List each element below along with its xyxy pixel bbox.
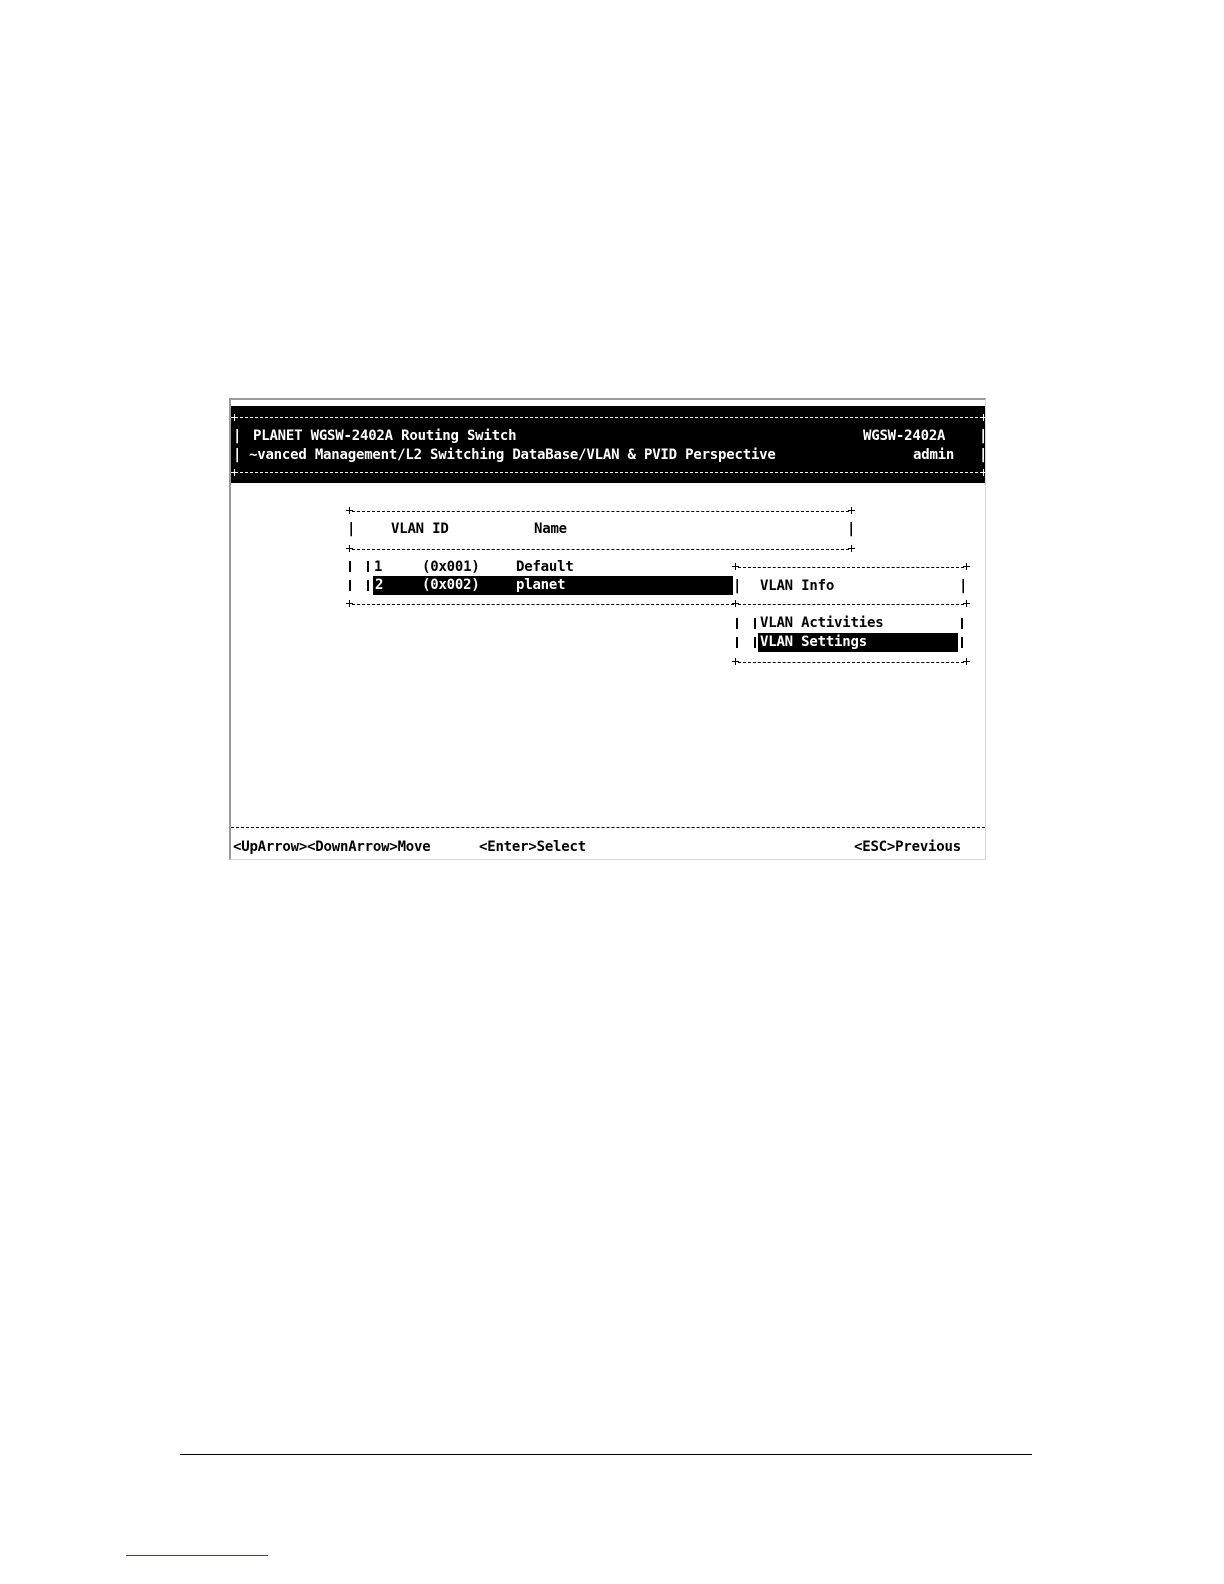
page-link-underline bbox=[126, 1555, 268, 1556]
terminal-window bbox=[229, 398, 986, 860]
popup-title: VLAN Info bbox=[760, 578, 835, 594]
device-model: WGSW-2402A bbox=[863, 428, 946, 444]
selected-row-highlight bbox=[373, 576, 733, 595]
header-right-border: | bbox=[979, 447, 988, 463]
menu-item-label: VLAN Activities bbox=[760, 615, 884, 631]
header-bottom-rule bbox=[235, 472, 983, 473]
menu-item-label: VLAN Settings bbox=[760, 634, 867, 650]
popup-top-rule bbox=[738, 567, 964, 568]
popup-title-rule bbox=[738, 604, 964, 605]
menu-border bbox=[961, 637, 963, 648]
table-left-border: | bbox=[347, 521, 356, 537]
vlan-id-cell: 2 bbox=[375, 577, 384, 593]
corner-mark bbox=[963, 658, 970, 665]
vlan-hex-cell: (0x002) bbox=[422, 577, 480, 593]
row-border bbox=[349, 561, 351, 572]
hint-move: <UpArrow><DownArrow>Move bbox=[233, 839, 431, 855]
header-left-border: | bbox=[233, 447, 242, 463]
row-cursor-border bbox=[367, 580, 369, 591]
vlan-hex-cell: (0x001) bbox=[422, 559, 480, 575]
menu-cursor-border bbox=[754, 637, 756, 648]
page-footer-rule bbox=[180, 1454, 1032, 1455]
row-cursor-border bbox=[367, 561, 369, 572]
corner-mark bbox=[963, 563, 970, 570]
popup-left-border: | bbox=[733, 578, 742, 594]
menu-border bbox=[961, 618, 963, 629]
row-border bbox=[349, 580, 351, 591]
popup-right-border: | bbox=[959, 578, 968, 594]
hint-select: <Enter>Select bbox=[479, 839, 586, 855]
menu-border bbox=[736, 637, 738, 648]
breadcrumb: ~vanced Management/L2 Switching DataBase/VLAN & PVID Perspective bbox=[249, 447, 776, 463]
column-header-name: Name bbox=[534, 521, 567, 537]
corner-mark bbox=[848, 545, 855, 552]
menu-border bbox=[736, 618, 738, 629]
vlan-name-cell: planet bbox=[516, 577, 566, 593]
vlan-id-cell: 1 bbox=[374, 559, 383, 575]
corner-mark bbox=[231, 469, 238, 476]
menu-cursor-border bbox=[754, 618, 756, 629]
hint-previous: <ESC>Previous bbox=[854, 839, 961, 855]
corner-mark bbox=[980, 414, 987, 421]
terminal-header bbox=[231, 406, 988, 483]
popup-bottom-rule bbox=[738, 662, 964, 663]
header-right-border: | bbox=[979, 428, 988, 444]
app-title: PLANET WGSW-2402A Routing Switch bbox=[253, 428, 517, 444]
footer-rule bbox=[231, 827, 985, 828]
header-left-border: | bbox=[233, 428, 242, 444]
column-header-vlan-id: VLAN ID bbox=[391, 521, 449, 537]
corner-mark bbox=[980, 469, 987, 476]
table-header-rule bbox=[352, 549, 849, 550]
table-bottom-rule bbox=[352, 604, 734, 605]
corner-mark bbox=[848, 507, 855, 514]
table-right-border: | bbox=[847, 521, 856, 537]
current-user: admin bbox=[913, 447, 955, 463]
header-top-rule bbox=[235, 417, 983, 418]
vlan-name-cell: Default bbox=[516, 559, 574, 575]
corner-mark bbox=[963, 600, 970, 607]
table-top-rule bbox=[352, 511, 849, 512]
corner-mark bbox=[231, 414, 238, 421]
selected-menu-highlight bbox=[758, 633, 958, 652]
